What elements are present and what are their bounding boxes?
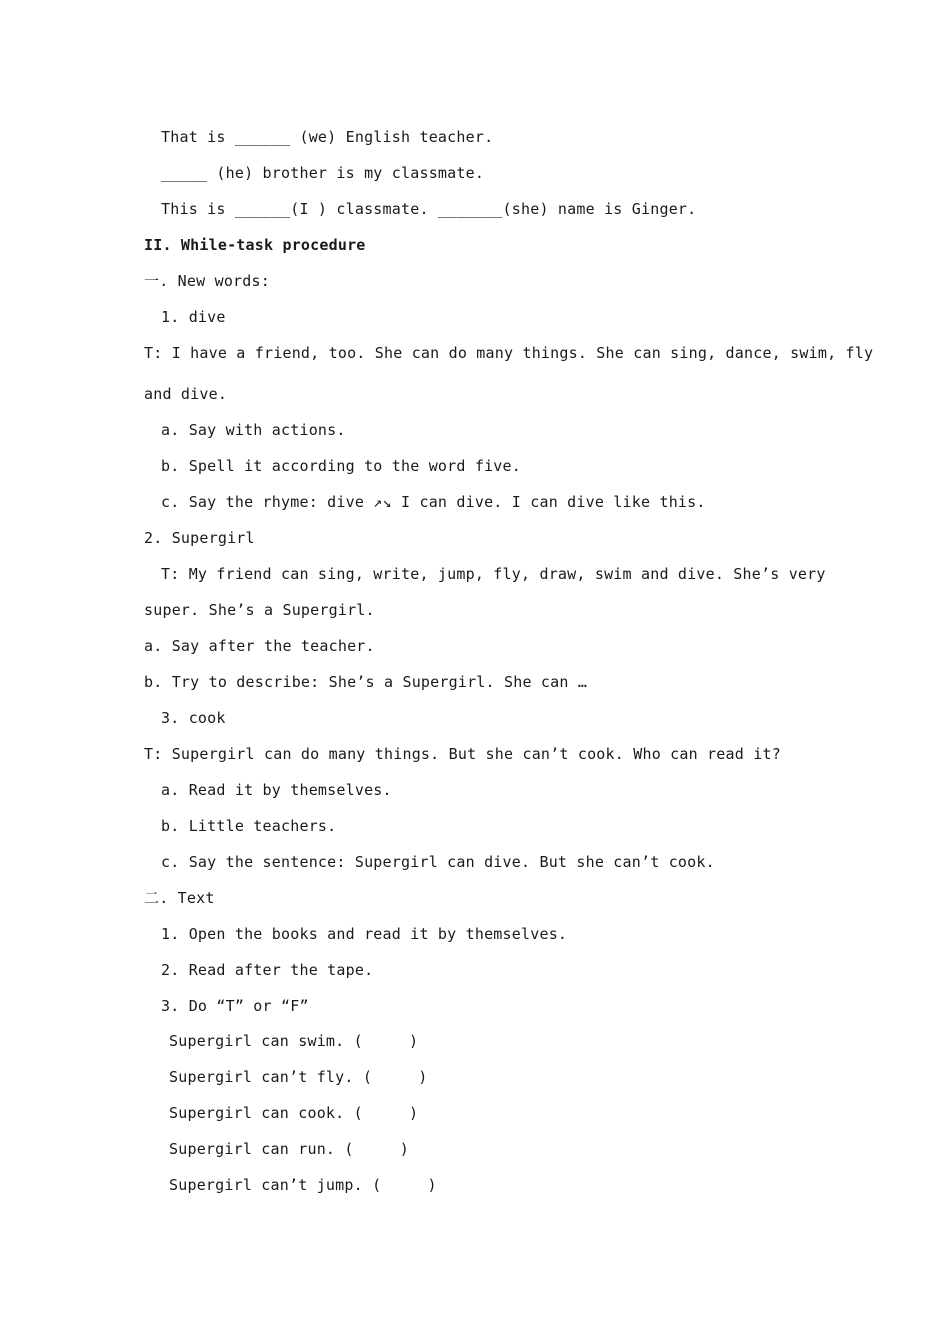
text-step-open-books: 1. Open the books and read it by themselves. [161, 925, 568, 943]
tf-item-cook: Supergirl can cook. ( ) [169, 1104, 419, 1122]
fill-blank-we: That is ______ (we) English teacher. [161, 128, 494, 146]
tf-item-swim: Supergirl can swim. ( ) [169, 1032, 419, 1050]
step-say-sentence: c. Say the sentence: Supergirl can dive. But she can’t cook. [161, 853, 715, 871]
step-say-actions: a. Say with actions. [161, 421, 346, 439]
item-dive: 1. dive [161, 308, 226, 326]
tf-item-fly: Supergirl can’t fly. ( ) [169, 1068, 428, 1086]
step-say-after: a. Say after the teacher. [144, 637, 375, 655]
tf-item-jump: Supergirl can’t jump. ( ) [169, 1176, 437, 1194]
step-little-teachers: b. Little teachers. [161, 817, 337, 835]
step-rhyme: c. Say the rhyme: dive ↗↘ I can dive. I can dive like this. [161, 493, 706, 511]
step-spell: b. Spell it according to the word five. [161, 457, 521, 475]
teacher-line-cook: T: Supergirl can do many things. But she can’t cook. Who can read it? [144, 745, 781, 763]
teacher-line-supergirl-cont: super. She’s a Supergirl. [144, 601, 375, 619]
fill-blank-he: _____ (he) brother is my classmate. [161, 164, 485, 182]
text-step-true-false: 3. Do “T” or “F” [161, 997, 309, 1015]
teacher-line-supergirl: T: My friend can sing, write, jump, fly, draw, swim and dive. She’s very [161, 565, 826, 583]
item-cook: 3. cook [161, 709, 226, 727]
item-supergirl: 2. Supergirl [144, 529, 255, 547]
step-read-themselves: a. Read it by themselves. [161, 781, 392, 799]
subheading-text: 二. Text [144, 889, 215, 907]
section-heading-while-task: II. While-task procedure [144, 236, 366, 254]
teacher-line-friend-cont: and dive. [144, 385, 228, 403]
tf-item-run: Supergirl can run. ( ) [169, 1140, 409, 1158]
fill-blank-i-she: This is ______(I ) classmate. _______(she) name is Ginger. [161, 200, 697, 218]
teacher-line-friend: T: I have a friend, too. She can do many things. She can sing, dance, swim, fly [144, 344, 874, 362]
text-step-read-tape: 2. Read after the tape. [161, 961, 374, 979]
step-describe: b. Try to describe: She’s a Supergirl. She can … [144, 673, 588, 691]
subheading-new-words: 一. New words: [144, 272, 270, 290]
